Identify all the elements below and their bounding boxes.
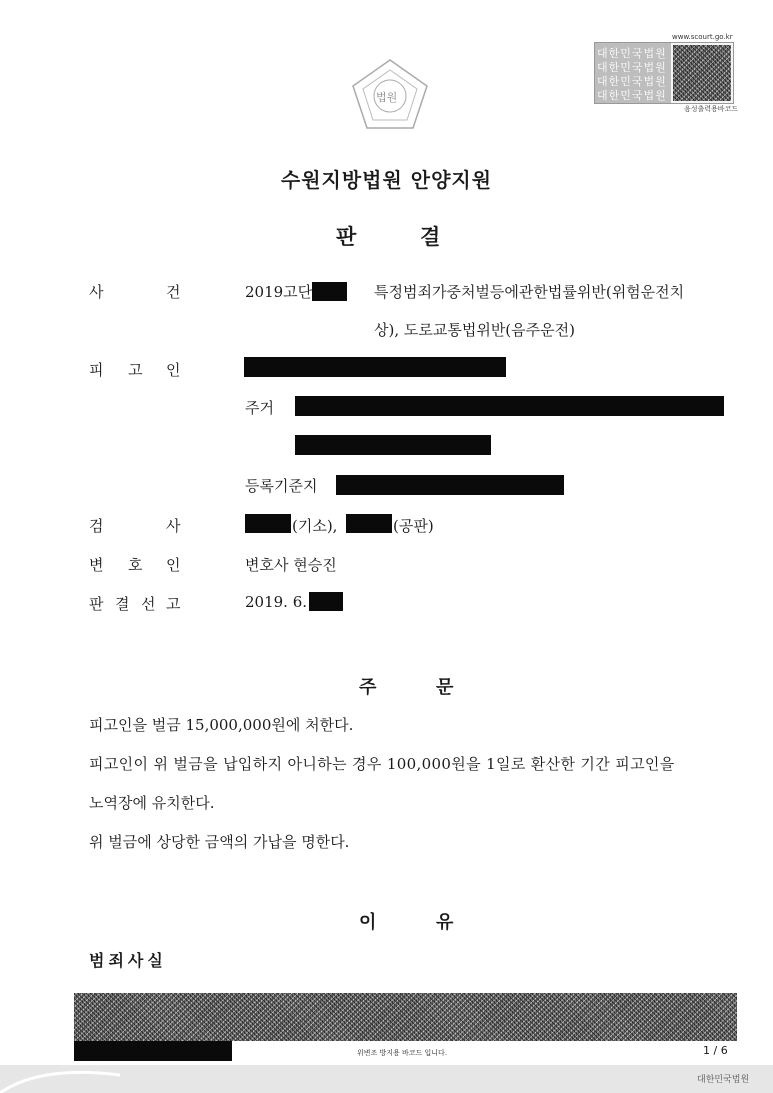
seal-text: 법원: [376, 91, 398, 104]
doc-title-char-1: 판: [336, 224, 357, 249]
redaction-box: [346, 514, 392, 533]
site-url: www.scourt.go.kr: [672, 33, 733, 41]
label-char: 건: [166, 283, 181, 301]
case-number: 2019고단: [245, 283, 313, 301]
stamp-row: 대한민국법원: [597, 61, 667, 74]
redaction-box: [295, 396, 724, 416]
redaction-box: [74, 1041, 232, 1061]
registry-label: 등록기준지: [245, 477, 318, 495]
order-heading-char-2: 문: [436, 677, 454, 698]
prosecutor-role-indictment: (기소),: [292, 517, 338, 535]
stamp-text-block: [595, 43, 671, 103]
ruling-date: 2019. 6.: [245, 593, 308, 611]
redaction-box: [245, 514, 291, 533]
reasons-heading-char-2: 유: [436, 912, 454, 933]
label-char: 인: [166, 556, 181, 574]
crime-facts-heading: 범죄사실: [89, 951, 167, 970]
label-char: 피: [89, 361, 104, 379]
label-char: 사: [89, 283, 104, 301]
label-char: 고: [166, 595, 181, 613]
stamp-caption: 음성출력용바코드: [684, 105, 739, 113]
label-char: 변: [89, 556, 104, 574]
anti-forgery-barcode-icon: [74, 993, 737, 1041]
stamp-row: 대한민국법원: [597, 89, 667, 102]
label-char: 호: [128, 556, 143, 574]
redaction-box: [336, 475, 564, 495]
court-footer-mark: 대한민국법원: [697, 1075, 750, 1085]
audio-barcode-stamp: [594, 42, 734, 104]
counsel-value: 변호사 현승진: [245, 556, 337, 574]
redaction-box: [244, 357, 506, 377]
order-line: 피고인을 벌금 15,000,000원에 처한다.: [89, 716, 354, 734]
barcode-caption: 위변조 방지용 바코드 입니다.: [357, 1049, 448, 1057]
footer-band: [0, 1065, 773, 1093]
footer-swoosh-icon: [0, 1065, 120, 1093]
doc-title-char-2: 결: [420, 224, 441, 249]
label-char: 고: [128, 361, 143, 379]
case-description-line1: 특정범죄가중처벌등에관한법률위반(위험운전치: [374, 283, 685, 301]
reasons-heading-char-1: 이: [359, 912, 377, 933]
case-description-line2: 상), 도로교통법위반(음주운전): [374, 321, 575, 339]
court-seal: [345, 56, 435, 132]
redaction-box: [312, 282, 347, 301]
page-number: 1 / 6: [703, 1044, 728, 1057]
qr-barcode-icon: [673, 45, 731, 101]
label-char: 선: [141, 595, 156, 613]
label-char: 사: [166, 517, 181, 535]
redaction-box: [295, 435, 491, 455]
redaction-box: [309, 592, 343, 611]
label-char: 판: [89, 595, 104, 613]
stamp-row: 대한민국법원: [597, 47, 667, 60]
address-label: 주거: [245, 399, 274, 417]
court-name: 수원지방법원 안양지원: [280, 168, 493, 192]
label-char: 결: [115, 595, 130, 613]
label-char: 인: [166, 361, 181, 379]
order-line: 위 벌금에 상당한 금액의 가납을 명한다.: [89, 833, 350, 851]
stamp-row: 대한민국법원: [597, 75, 667, 88]
label-char: 검: [89, 517, 104, 535]
prosecutor-role-trial: (공판): [393, 517, 434, 535]
order-heading-char-1: 주: [359, 677, 377, 698]
order-line: 피고인이 위 벌금을 납입하지 아니하는 경우 100,000원을 1일로 환산한 기간 피고인을: [89, 755, 675, 773]
order-line: 노역장에 유치한다.: [89, 794, 215, 812]
